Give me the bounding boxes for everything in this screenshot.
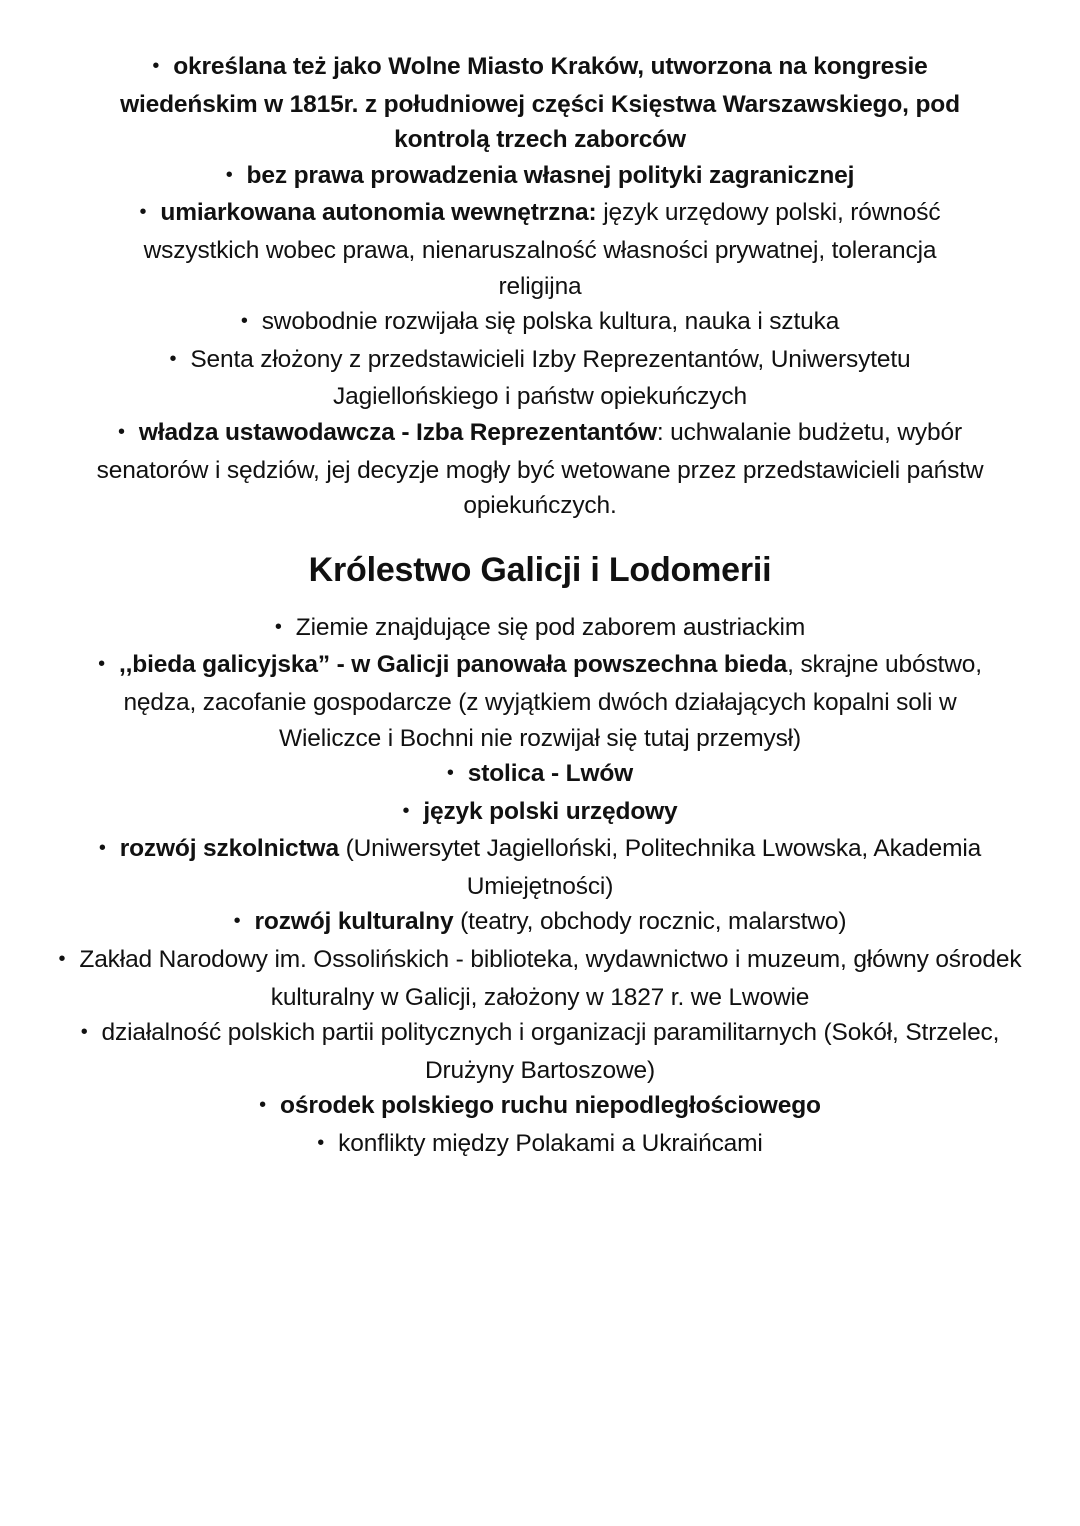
bullet-icon: • bbox=[317, 1132, 325, 1155]
item-text: , skrajne ubóstwo, nędza, zacofanie gospodarcze (z wyjątkiem dwóch działających kopalni soli w Wieliczce i Bochni nie rozwijał się tutaj przemysł) bbox=[123, 651, 982, 752]
item-text: swobodnie rozwijała się polska kultura, nauka i sztuka bbox=[261, 308, 840, 336]
bullet-icon: • bbox=[259, 1094, 267, 1117]
list-item bbox=[45, 904, 1035, 942]
item-bold: określana też jako Wolne Miasto Kraków, utworzona na kongresie wiedeńskim w 1815r. z południowej części Księstwa Warszawskiego, pod kontrolą trzech zaborców bbox=[120, 53, 960, 154]
bullet-icon: • bbox=[139, 201, 147, 224]
list-item bbox=[60, 1126, 1020, 1164]
item-bold: stolica - Lwów bbox=[467, 760, 634, 788]
bullet-icon: • bbox=[225, 163, 233, 186]
list-item bbox=[90, 756, 990, 794]
bullet-icon: • bbox=[240, 310, 248, 333]
item-bold: władza ustawodawcza - Izba Reprezentantów bbox=[138, 418, 657, 446]
bullet-icon: • bbox=[98, 837, 106, 860]
bullet-icon: • bbox=[169, 347, 177, 370]
bullet-icon: • bbox=[58, 948, 66, 971]
list-item bbox=[100, 49, 980, 158]
item-text: (Uniwersytet Jagielloński, Politechnika Lwowska, Akademia Umiejętności) bbox=[338, 835, 982, 900]
item-bold: ośrodek polskiego ruchu niepodległościowego bbox=[280, 1092, 821, 1120]
list-item bbox=[90, 794, 990, 832]
list-item bbox=[90, 647, 990, 756]
item-bold: rozwój kulturalny bbox=[254, 908, 454, 936]
bullet-icon: • bbox=[118, 420, 125, 443]
bullet-icon: • bbox=[233, 910, 241, 933]
item-text: Zakład Narodowy im. Ossolińskich - biblioteka, wydawnictwo i muzeum, główny ośrodek kulturalny w Galicji, założony w 1827 r. we Lwowie bbox=[79, 946, 1022, 1011]
item-bold: ,,bieda galicyjska” - w Galicji panowała powszechna bieda bbox=[118, 651, 788, 679]
list-item bbox=[60, 415, 1020, 524]
section-heading: Królestwo Galicji i Lodomerii bbox=[308, 550, 772, 589]
item-text: konflikty między Polakami a Ukraińcami bbox=[338, 1130, 763, 1158]
item-text: działalność polskich partii politycznych i organizacji paramilitarnych (Sokół, Strzelec, Drużyny Bartoszowe) bbox=[101, 1019, 1000, 1084]
bullet-icon: • bbox=[98, 653, 105, 676]
list-item bbox=[100, 195, 980, 304]
item-bold: rozwój szkolnictwa bbox=[119, 835, 339, 863]
item-text: język urzędowy polski, równość wszystkich wobec prawa, nienaruszalność własności prywatnej, tolerancja religijna bbox=[143, 199, 941, 300]
item-bold: język polski urzędowy bbox=[423, 797, 678, 825]
item-bold: bez prawa prowadzenia własnej polityki zagranicznej bbox=[246, 161, 855, 189]
list-item bbox=[60, 1015, 1020, 1088]
item-text: Senta złożony z przedstawicieli Izby Reprezentantów, Uniwersytetu Jagiellońskiego i państw opiekuńczych bbox=[190, 345, 911, 411]
bullet-icon: • bbox=[402, 799, 410, 822]
list-item bbox=[90, 610, 990, 648]
item-text: (teatry, obchody rocznic, malarstwo) bbox=[453, 908, 847, 936]
list-item bbox=[100, 342, 980, 415]
bullet-icon: • bbox=[274, 615, 282, 638]
list-item bbox=[100, 304, 980, 342]
item-bold: umiarkowana autonomia wewnętrzna: bbox=[160, 199, 597, 227]
bullet-icon: • bbox=[80, 1021, 88, 1044]
list-item bbox=[100, 158, 980, 196]
item-text: Ziemie znajdujące się pod zaborem austriackim bbox=[295, 613, 806, 641]
list-item bbox=[45, 831, 1035, 904]
item-text: : uchwalanie budżetu, wybór senatorów i sędziów, jej decyzje mogły być wetowane przez przedstawicieli państw opiekuńczych. bbox=[96, 418, 984, 520]
bullet-icon: • bbox=[446, 762, 454, 785]
bullet-icon: • bbox=[152, 55, 160, 77]
list-item bbox=[45, 942, 1035, 1015]
list-item bbox=[60, 1088, 1020, 1126]
